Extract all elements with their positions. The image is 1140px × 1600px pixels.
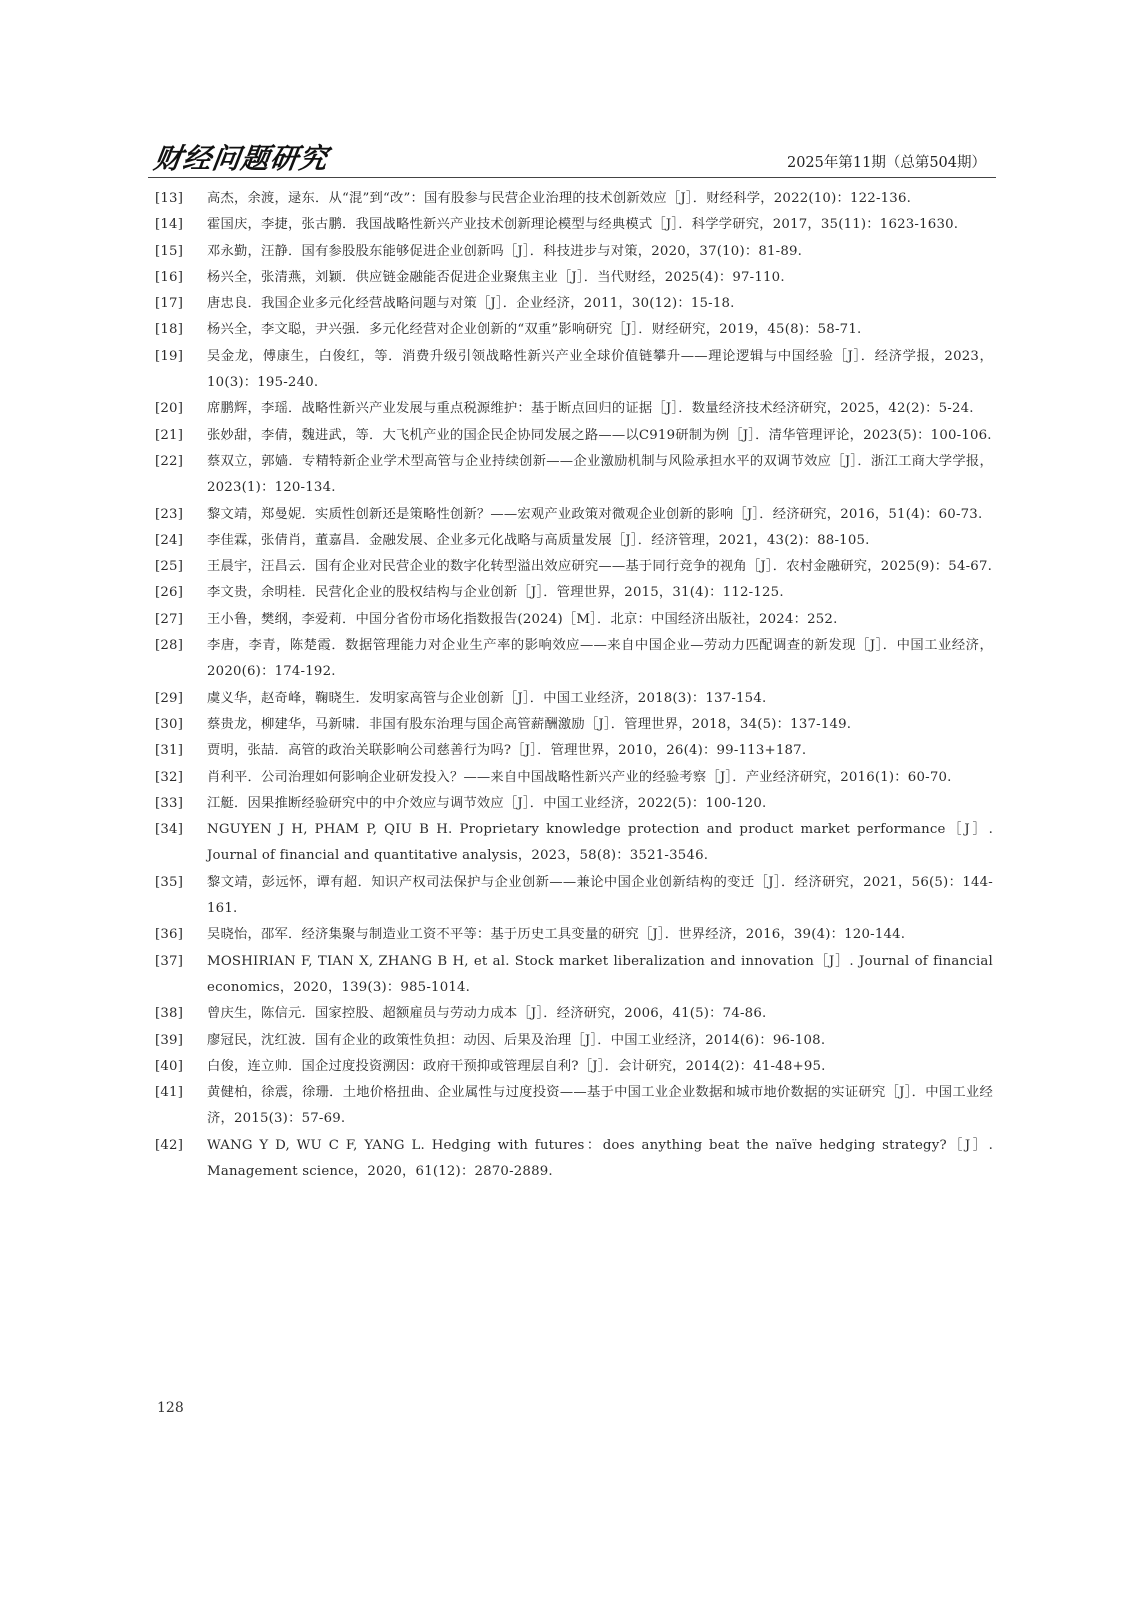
reference-text: 蔡贵龙，柳建华，马新啸．非国有股东治理与国企高管薪酬激励［J］．管理世界，2018，34(5)：137-149. [207,716,852,732]
reference-item [155,528,993,554]
reference-number: [30] [155,716,184,732]
issue-info: 2025年第11期（总第504期） [786,155,986,171]
reference-number: [29] [155,690,184,706]
reference-item [155,317,993,343]
reference-text: 黄健柏，徐震，徐珊．土地价格扭曲、企业属性与过度投资——基于中国工业企业数据和城市地价数据的实证研究［J］．中国工业经济，2015(3)：57-69. [207,1085,993,1127]
reference-number: [37] [155,953,184,969]
reference-item [155,712,993,738]
reference-item [155,291,993,317]
reference-text: 杨兴全，张清燕，刘颖．供应链金融能否促进企业聚焦主业［J］．当代财经，2025(4)：97-110. [207,269,785,285]
reference-item [155,1133,993,1186]
reference-text: 肖利平．公司治理如何影响企业研发投入？——来自中国战略性新兴产业的经验考察［J］．产业经济研究，2016(1)：60-70. [207,769,952,785]
reference-item [155,239,993,265]
reference-text: 李文贵，余明桂．民营化企业的股权结构与企业创新［J］．管理世界，2015，31(4)：112-125. [207,585,784,601]
page-number: 128 [157,1400,184,1416]
reference-number: [33] [155,795,184,811]
reference-text: 邓永勤，汪静．国有参股股东能够促进企业创新吗［J］．科技进步与对策，2020，37(10)：81-89. [207,243,803,259]
reference-text: 虞义华，赵奇峰，鞠晓生．发明家高管与企业创新［J］．中国工业经济，2018(3)：137-154. [207,690,767,706]
reference-item [155,1080,993,1133]
reference-number: [16] [155,269,184,285]
reference-number: [22] [155,453,184,469]
reference-item [155,265,993,291]
reference-text: 席鹏辉，李瑶．战略性新兴产业发展与重点税源维护：基于断点回归的证据［J］．数量经济技术经济研究，2025，42(2)：5-24. [207,401,974,417]
reference-item [155,949,993,1002]
reference-item [155,186,993,212]
reference-text: 吴金龙，傅康生，白俊红，等．消费升级引领战略性新兴产业全球价值链攀升——理论逻辑与中国经验［J］．经济学报，2023，10(3)：195-240. [207,348,993,391]
reference-number: [40] [155,1058,184,1074]
reference-number: [27] [155,611,184,627]
reference-item [155,212,993,238]
reference-text: 曾庆生，陈信元．国家控股、超额雇员与劳动力成本［J］．经济研究，2006，41(5)：74-86. [207,1006,767,1022]
reference-number: [15] [155,243,184,259]
reference-item [155,580,993,606]
reference-number: [20] [155,401,184,417]
reference-text: 蔡双立，郭嫱．专精特新企业学术型高管与企业持续创新——企业激励机制与风险承担水平的双调节效应［J］．浙江工商大学学报，2023(1)：120-134. [207,453,993,496]
reference-number: [17] [155,296,184,312]
reference-item [155,791,993,817]
reference-text: WANG Y D, WU C F, YANG L. Hedging with futures：does anything beat the naïve hedging strategy?［J］. Management science，2020，61(12)：2870-2889. [207,1137,993,1179]
reference-text: 张妙甜，李倩，魏进武，等．大飞机产业的国企民企协同发展之路——以C919研制为例［J］．清华管理评论，2023(5)：100-106. [207,427,992,443]
reference-number: [19] [155,348,184,364]
reference-number: [25] [155,559,184,575]
reference-item [155,554,993,580]
reference-text: 廖冠民，沈红波．国有企业的政策性负担：动因、后果及治理［J］．中国工业经济，2014(6)：96-108. [207,1032,826,1048]
reference-text: 李佳霖，张倩肖，董嘉昌．金融发展、企业多元化战略与高质量发展［J］．经济管理，2021，43(2)：88-105. [207,532,870,548]
reference-text: 白俊，连立帅．国企过度投资溯因：政府干预抑或管理层自利?［J］．会计研究，2014(2)：41-48+95. [207,1058,826,1074]
reference-text: 江艇．因果推断经验研究中的中介效应与调节效应［J］．中国工业经济，2022(5)：100-120. [207,795,767,811]
reference-text: 霍国庆，李捷，张古鹏．我国战略性新兴产业技术创新理论模型与经典模式［J］．科学学研究，2017，35(11)：1623-1630. [207,217,959,233]
reference-text: 唐忠良．我国企业多元化经营战略问题与对策［J］．企业经济，2011，30(12)：15-18. [207,296,735,312]
reference-text: MOSHIRIAN F, TIAN X, ZHANG B H, et al. Stock market liberalization and innovation［J］. Journal of financial economics，2020，139(3)：985-1014. [207,953,993,995]
reference-number: [38] [155,1006,184,1022]
reference-list [155,186,993,1185]
journal-logo: 财经问题研究 [151,142,331,175]
reference-text: 吴晓怡，邵军．经济集聚与制造业工资不平等：基于历史工具变量的研究［J］．世界经济，2016，39(4)：120-144. [207,927,906,943]
reference-item [155,344,993,397]
reference-item [155,607,993,633]
reference-text: 贾明，张喆．高管的政治关联影响公司慈善行为吗?［J］．管理世界，2010，26(4)：99-113+187. [207,743,807,759]
reference-text: 黎文靖，彭远怀，谭有超．知识产权司法保护与企业创新——兼论中国企业创新结构的变迁［J］．经济研究，2021，56(5)：144-161. [207,874,993,917]
reference-item [155,817,993,870]
reference-number: [13] [155,191,184,206]
reference-text: NGUYEN J H, PHAM P, QIU B H. Proprietary knowledge protection and product market performance［J］. Journal of financial and quantitative analysis，2023，58(8)：3521-3546. [207,822,993,864]
reference-number: [24] [155,532,184,548]
reference-number: [23] [155,506,184,522]
reference-item [155,1001,993,1027]
reference-item [155,449,993,502]
reference-item [155,1054,993,1080]
reference-text: 李唐，李青，陈楚霞．数据管理能力对企业生产率的影响效应——来自中国企业—劳动力匹配调查的新发现［J］．中国工业经济，2020(6)：174-192. [207,638,993,680]
reference-number: [31] [155,743,184,759]
reference-item [155,423,993,449]
reference-number: [26] [155,585,184,601]
reference-number: [42] [155,1137,184,1153]
reference-item [155,396,993,422]
reference-number: [32] [155,769,184,785]
page-header [148,143,996,178]
reference-item [155,502,993,528]
reference-number: [18] [155,322,184,338]
reference-item [155,765,993,791]
reference-number: [41] [155,1085,184,1101]
reference-item [155,870,993,923]
reference-number: [39] [155,1032,184,1048]
reference-item [155,1028,993,1054]
reference-item [155,922,993,948]
reference-text: 黎文靖，郑曼妮．实质性创新还是策略性创新？——宏观产业政策对微观企业创新的影响［J］．经济研究，2016，51(4)：60-73. [207,506,983,522]
reference-text: 王小鲁，樊纲，李爱莉．中国分省份市场化指数报告(2024)［M］．北京：中国经济出版社，2024：252. [207,611,838,627]
reference-number: [14] [155,217,184,233]
reference-text: 高杰，余渡，逯东．从“混”到“改”：国有股参与民营企业治理的技术创新效应［J］．财经科学，2022(10)：122-136. [207,191,912,206]
reference-number: [36] [155,927,184,943]
reference-item [155,686,993,712]
reference-number: [28] [155,638,184,654]
reference-number: [21] [155,427,184,443]
reference-text: 王晨宇，汪昌云．国有企业对民营企业的数字化转型溢出效应研究——基于同行竞争的视角［J］．农村金融研究，2025(9)：54-67. [207,559,993,575]
reference-number: [34] [155,822,184,838]
reference-number: [35] [155,874,184,890]
reference-item [155,633,993,686]
reference-item [155,738,993,764]
reference-text: 杨兴全，李文聪，尹兴强．多元化经营对企业创新的“双重”影响研究［J］．财经研究，2019，45(8)：58-71. [207,322,862,338]
